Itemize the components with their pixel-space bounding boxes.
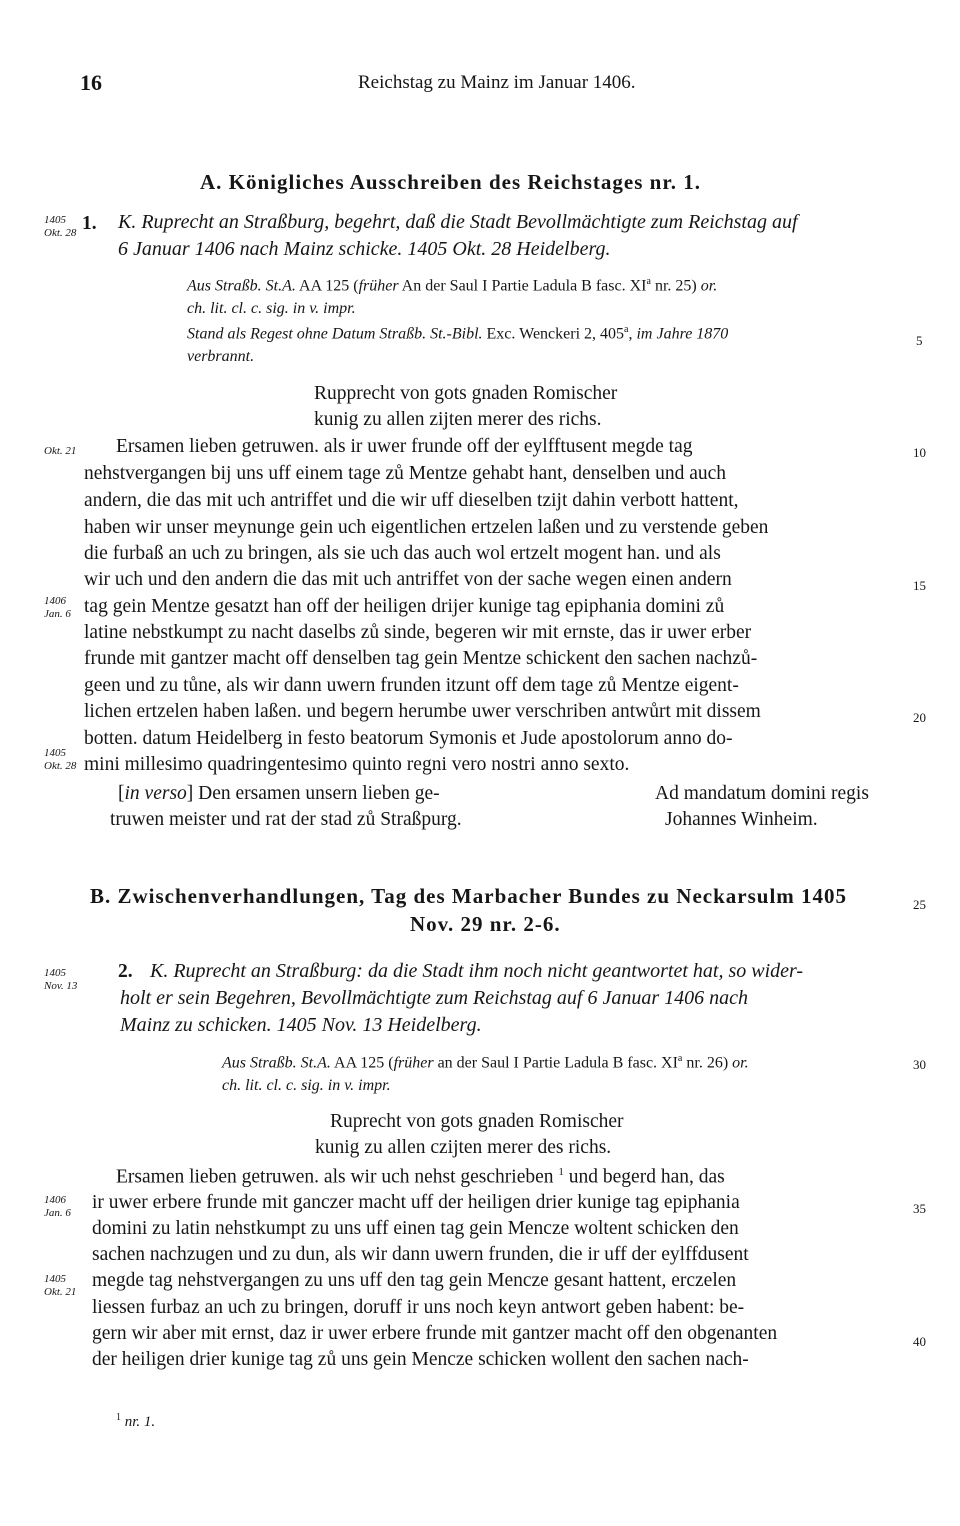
footnote-text: nr. 1. [124,1414,156,1430]
source-text: Stand als Regest ohne Datum Straßb. St.-Bibl. [187,325,483,343]
margin-day: Okt. 21 [44,1286,77,1298]
doc2-text-line: megde tag nehstvergangen zu uns uff den tag gein Mencze gesant hattent, erczelen [92,1270,737,1291]
doc1-text-line: lichen ertzelen haben laßen. und begern herumbe uwer verschriben antwůrt mit dissem [84,701,761,722]
source-text: früher [393,1054,434,1072]
doc2-text-line: domini zu latin nehstkumpt zu uns uff einen tag gein Mencze woltent schicken den [92,1218,739,1239]
margin-date [44,1273,76,1299]
doc1-text-line: botten. datum Heidelberg in festo beatorum Symonis et Jude apostolorum anno do- [84,728,733,749]
verso-text: ] Den ersamen unsern lieben ge- [186,783,440,804]
line-number: 15 [913,578,926,593]
doc2-source-line [222,1053,749,1072]
margin-date [44,595,71,621]
margin-date [44,967,77,993]
text-segment: und begerd han, das [563,1166,725,1188]
doc1-text-line: latine nebstkumpt zu nacht daselbs zů sinde, begeren wir mit ernste, das ir uwer erber [84,622,752,643]
source-text: , [628,325,637,343]
margin-year: 1405 [44,1273,66,1285]
source-text: an der Saul I Partie Ladula B fasc. XI [433,1054,678,1072]
source-text: nr. 26) [682,1054,733,1072]
doc2-salutation: kunig zu allen czijten merer des richs. [315,1137,612,1158]
doc1-text-line: frunde mit gantzer macht off denselben tag gein Mentze schickent den sachen nachzů- [84,648,758,669]
doc1-source-line: verbrannt. [187,348,255,365]
doc2-regest-line: holt er sein Begehren, Bevollmächtigte zum Reichstag auf 6 Januar 1406 nach [120,987,749,1009]
doc2-text-line: sachen nachzugen und zu dun, als wir dann uwern frunden, die ir uff der eylffdusent [92,1244,749,1265]
doc1-verso-line [118,783,440,805]
source-text: früher [358,277,399,295]
source-text: or. [732,1054,749,1072]
doc1-salutation: kunig zu allen zijten merer des richs. [314,409,602,430]
doc1-source-line: ch. lit. cl. c. sig. in v. impr. [187,300,356,317]
doc2-text-line: liessen furbaz an uch zu bringen, doruff ir uns noch keyn antwort geben habent: be- [92,1297,745,1318]
doc2-text-line: ir uwer erbere frunde mit ganczer macht uff der heiligen drier kunige tag epiphania [92,1192,740,1213]
margin-day: Jan. 6 [44,1207,71,1219]
margin-day: Nov. 13 [44,980,78,992]
source-text: or. [700,277,718,295]
margin-date [44,445,76,458]
margin-date [44,747,76,773]
doc1-number: 1. [82,213,97,234]
doc1-verso-line: truwen meister und rat der stad zů Straßpurg. [110,809,462,830]
doc1-signature: Johannes Winheim. [665,809,818,830]
section-b-heading: Nov. 29 nr. 2-6. [410,912,561,936]
doc1-text-line: andern, die das mit uch antriffet und die wir uff dieselben tzijt dahin verbott hattent, [84,490,739,511]
source-archive: Aus Straßb. St.A. [222,1054,331,1072]
verso-label: in verso [124,783,187,804]
line-number: 35 [913,1201,926,1216]
margin-year: 1405 [44,214,66,226]
doc1-text-line: nehstvergangen bij uns uff einem tage zů Mentze gehabt hant, denselben und auch [84,463,727,484]
superscript: a [646,276,651,287]
doc1-text-line: wir uch und den andern die das mit uch antriffet von der sache wegen einen andern [84,569,732,590]
source-text: im Jahre 1870 [636,325,729,343]
doc1-text-line: geen und zu tůne, als wir dann uwern frunden itzunt off dem tage zů Mentze eigent- [84,675,739,696]
doc2-text-line: gern wir aber mit ernst, daz ir uwer erbere frunde mit gantzer macht off den obgenanten [92,1323,778,1344]
doc1-text-line: haben wir unser meynunge gein uch eigentlichen ertzelen laßen und zu verstende geben [84,517,769,538]
running-title: Reichstag zu Mainz im Januar 1406. [358,72,636,93]
margin-date [44,214,76,240]
verso-bracket: [ [118,783,125,804]
line-number: 30 [913,1057,926,1072]
line-number: 5 [916,333,923,348]
section-a-heading: A. Königliches Ausschreiben des Reichstages nr. 1. [200,170,701,194]
page-number: 16 [80,70,102,95]
doc2-source-line: ch. lit. cl. c. sig. in v. impr. [222,1077,391,1094]
footnote-marker: 1 [558,1166,564,1178]
superscript: a [624,324,629,335]
margin-date [44,1194,71,1220]
source-text: An der Saul I Partie Ladula B fasc. XI [398,277,647,295]
doc2-number: 2. [118,961,133,982]
doc1-text-line: tag gein Mentze gesatzt han off der heiligen drijer kunige tag epiphania domini zů [84,596,725,617]
margin-day: Okt. 21 [44,445,77,457]
source-text: Exc. Wenckeri 2, 405 [482,325,625,343]
doc2-regest-line: K. Ruprecht an Straßburg: da die Stadt ihm noch nicht geantwortet hat, so wider- [150,960,804,982]
source-text: nr. 25) [650,277,701,295]
doc1-text-line: mini millesimo quadringentesimo quinto regni vero nostri anno sexto. [84,754,630,775]
doc1-mandate: Ad mandatum domini regis [655,783,869,804]
line-number: 40 [913,1334,926,1349]
doc2-regest-line: Mainz zu schicken. 1405 Nov. 13 Heidelberg. [120,1014,482,1036]
line-number: 20 [913,710,926,725]
margin-year: 1405 [44,967,66,979]
doc1-salutation: Rupprecht von gots gnaden Romischer [314,383,618,404]
margin-year: 1406 [44,1194,66,1206]
doc1-source-line [187,276,717,295]
footnote [116,1412,155,1431]
margin-day: Okt. 28 [44,227,77,239]
superscript: a [677,1053,683,1064]
margin-day: Jan. 6 [44,608,71,620]
section-b-heading: B. Zwischenverhandlungen, Tag des Marbacher Bundes zu Neckarsulm 1405 [90,884,848,908]
doc1-text-line: Ersamen lieben getruwen. als ir uwer frunde off der eylfftusent megde tag [116,436,693,457]
margin-year: 1405 [44,747,66,759]
doc2-salutation: Ruprecht von gots gnaden Romischer [330,1111,624,1132]
doc1-text-line: die furbaß an uch zu bringen, als sie uch das auch wol ertzelt mogent han. und als [84,543,721,564]
source-text: AA 125 ( [295,277,359,295]
margin-day: Okt. 28 [44,760,77,772]
doc1-source-line [187,324,728,343]
line-number: 25 [913,897,926,912]
doc1-regest-line: 6 Januar 1406 nach Mainz schicke. 1405 Okt. 28 Heidelberg. [118,238,611,260]
footnote-marker: 1 [116,1412,121,1423]
margin-year: 1406 [44,595,66,607]
source-archive: Aus Straßb. St.A. [187,277,296,295]
doc2-text-line: der heiligen drier kunige tag zů uns gein Mencze schicken wollent den sachen nach- [92,1349,749,1370]
text-segment: Ersamen lieben getruwen. als wir uch nehst geschrieben [116,1166,559,1188]
source-text: AA 125 ( [330,1054,394,1072]
doc1-regest-line: K. Ruprecht an Straßburg, begehrt, daß die Stadt Bevollmächtigte zum Reichstag auf [118,211,798,233]
line-number: 10 [913,445,926,460]
doc2-text-line [116,1166,725,1189]
